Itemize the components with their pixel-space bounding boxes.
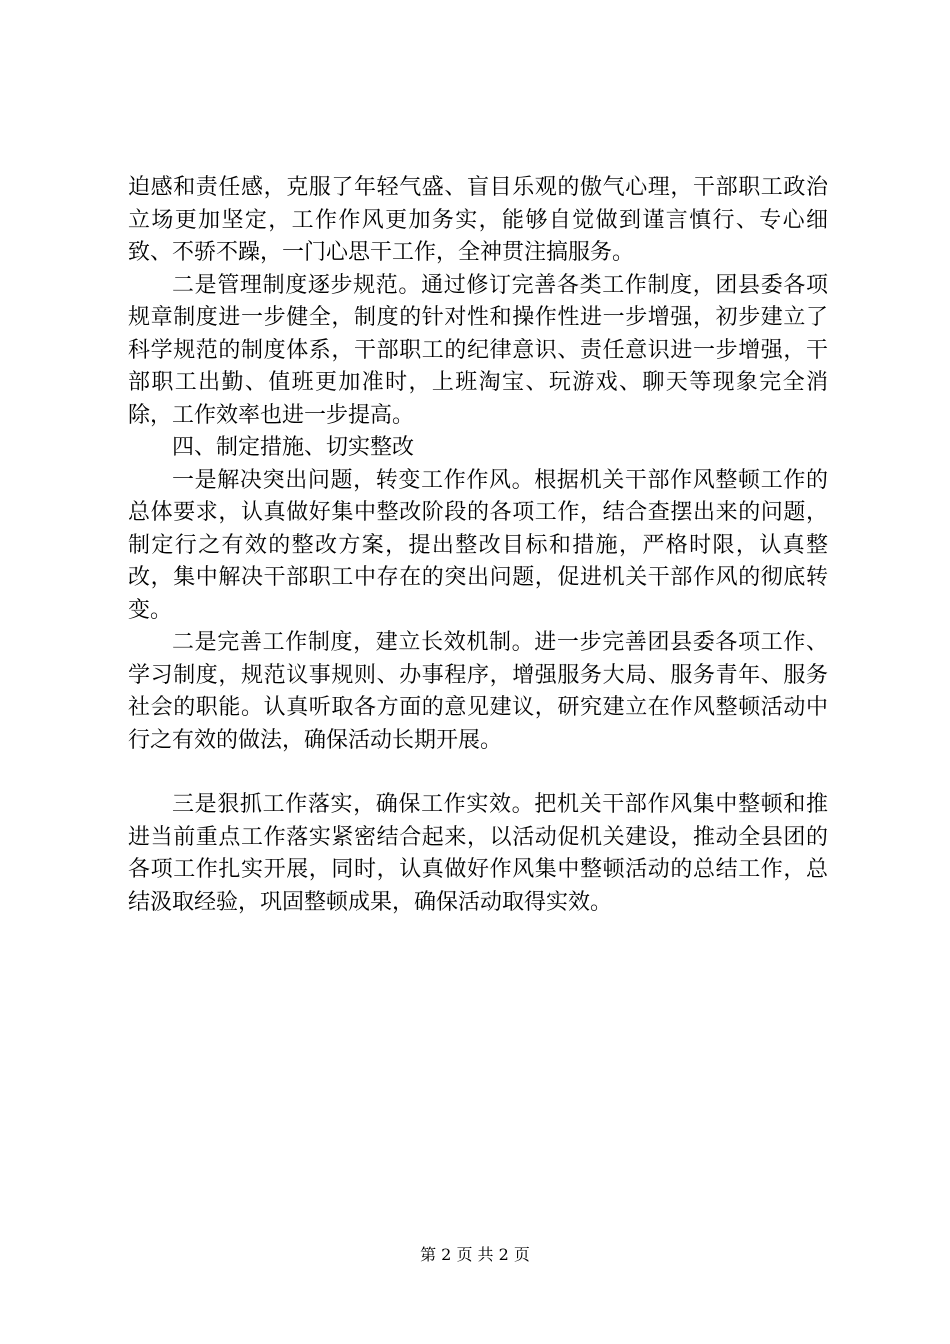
page-footer: 第 2 页 共 2 页 — [420, 1245, 530, 1264]
paragraph-implementation: 三是狠抓工作落实，确保工作实效。把机关干部作风集中整顿和推进当前重点工作落实紧密结合起来，以活动促机关建设，推动全县团的各项工作扎实开展，同时，认真做好作风集中整顿活动的总结工作，总结汲取经验，巩固整顿成果，确保活动取得实效。 — [128, 792, 828, 915]
paragraph-continuation: 迫感和责任感，克服了年轻气盛、盲目乐观的傲气心理，干部职工政治立场更加坚定，工作作风更加务实，能够自觉做到谨言慎行、专心细致、不骄不躁，一门心思干工作，全神贯注搞服务。 — [128, 175, 828, 265]
paragraph-solve-problems: 一是解决突出问题，转变工作作风。根据机关干部作风整顿工作的总体要求，认真做好集中整改阶段的各项工作，结合查摆出来的问题，制定行之有效的整改方案，提出整改目标和措施，严格时限，认真整改，集中解决干部职工中存在的突出问题，促进机关干部作风的彻底转变。 — [128, 467, 828, 623]
document-body — [128, 172, 828, 919]
paragraph-management-system: 二是管理制度逐步规范。通过修订完善各类工作制度，团县委各项规章制度进一步健全，制度的针对性和操作性进一步增强，初步建立了科学规范的制度体系，干部职工的纪律意识、责任意识进一步增强，干部职工出勤、值班更加准时，上班淘宝、玩游戏、聊天等现象完全消除，工作效率也进一步提高。 — [128, 272, 828, 428]
section-heading-measures: 四、制定措施、切实整改 — [172, 435, 415, 460]
paragraph-improve-system: 二是完善工作制度，建立长效机制。进一步完善团县委各项工作、学习制度，规范议事规则、办事程序，增强服务大局、服务青年、服务社会的职能。认真听取各方面的意见建议，研究建立在作风整顿活动中行之有效的做法，确保活动长期开展。 — [128, 630, 828, 753]
